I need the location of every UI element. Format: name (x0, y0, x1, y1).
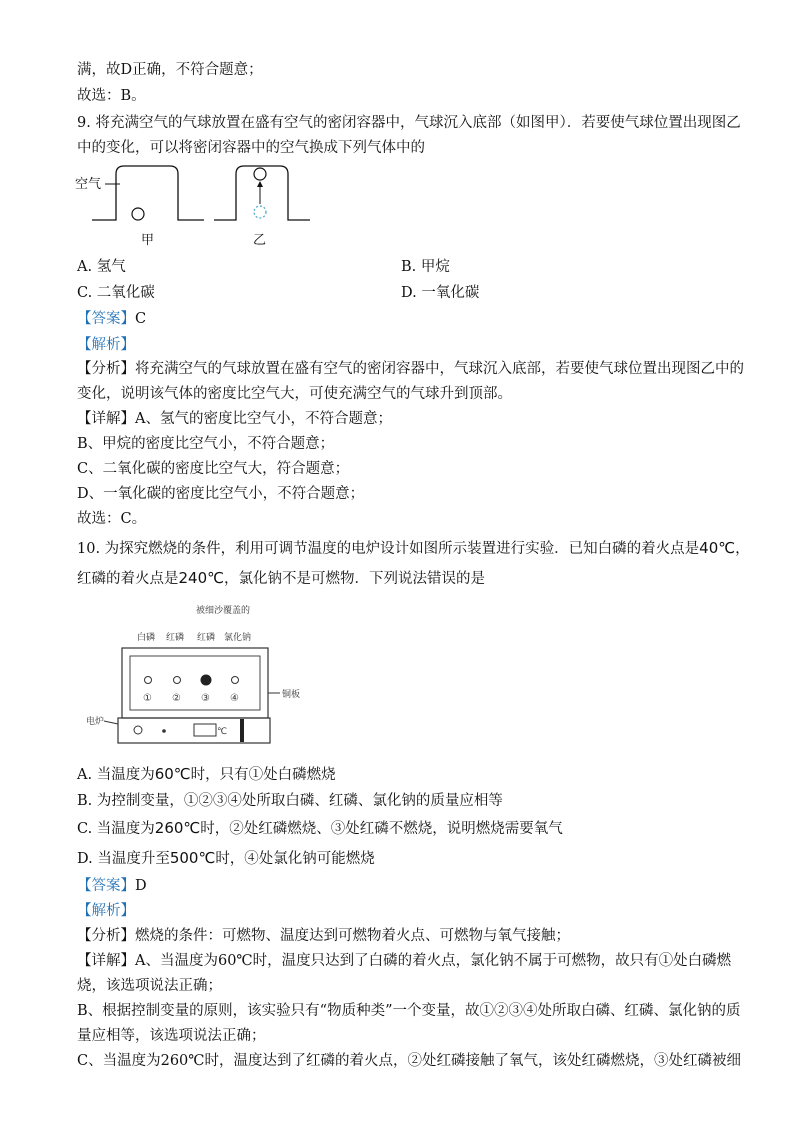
q9-choice: 故选：C。 (77, 511, 147, 527)
detail-text: A、氢气的密度比空气小，不符合题意； (135, 411, 392, 427)
temp-value: 240℃ (178, 569, 224, 587)
balloon-jia (132, 208, 144, 220)
question-9-stem: 9. 将充满空气的气球放置在盛有空气的密闭容器中，气球沉入底部（如图甲）．若要使气球位置出现图乙 (77, 115, 741, 131)
q9-detail-b: B、甲烷的密度比空气小，不符合题意； (77, 436, 335, 452)
label-yi: 乙 (253, 233, 267, 248)
answer-value: C (135, 311, 147, 327)
q10-option-d (77, 848, 375, 869)
balloon-figure (72, 160, 312, 250)
q10-option-a (77, 764, 336, 785)
furnace-figure (84, 600, 314, 750)
q9-analysis (77, 359, 744, 379)
question-10-stem-cont (77, 568, 485, 589)
option-text: D. 当温度升至 (77, 851, 170, 867)
temp-value: 40℃ (699, 539, 736, 557)
furnace-label: 电炉 (86, 717, 105, 727)
balloon-yi-top (254, 168, 266, 180)
furnace-indicator (162, 729, 166, 733)
q10-detail-b: B、根据控制变量的原则，该实验只有“物质种类”一个变量，故①②③④处所取白磷、红磷、氯化钠的质 (77, 1003, 741, 1019)
temperature-display (194, 724, 216, 736)
temp-value: 60℃ (154, 765, 191, 783)
q10-detail-a-cont: 烧，该选项说法正确； (77, 978, 222, 994)
furnace-switch (240, 719, 244, 742)
q9-option-d: D. 一氧化碳 (401, 285, 480, 301)
furnace-pointer (104, 721, 118, 724)
answer-tag: 【答案】 (77, 878, 135, 894)
q10-analysis (77, 926, 570, 946)
detail-tag: 【详解】 (77, 953, 135, 969)
q10-detail-c: C、当温度为260℃时，温度达到了红磷的着火点，②处红磷接触了氧气，该处红磷燃烧，③处红磷被细 (77, 1053, 741, 1069)
label-4: 氯化钠 (224, 633, 252, 643)
sample-4 (232, 677, 239, 684)
num-3: ③ (201, 693, 210, 704)
label-1: 白磷 (137, 633, 156, 643)
plate-label: 铜板 (282, 690, 301, 700)
q9-option-b: B. 甲烷 (401, 259, 450, 275)
q10-option-b: B. 为控制变量，①②③④处所取白磷、红磷、氯化钠的质量应相等 (77, 793, 503, 809)
detail-text: A、当温度为60℃时，温度只达到了白磷的着火点，氯化钠不属于可燃物，故只有①处白磷燃 (135, 953, 732, 969)
q10-detail-b-cont: 量应相等，该选项说法正确； (77, 1028, 266, 1044)
q9-jiexi: 【解析】 (77, 337, 135, 353)
text-line: 满，故D正确，不符合题意； (77, 62, 263, 78)
stem-text: 10. 为探究燃烧的条件，利用可调节温度的电炉设计如图所示装置进行实验．已知白磷的着火点是 (77, 541, 700, 557)
label-2: 红磷 (166, 633, 185, 643)
analysis-text: 燃烧的条件：可燃物、温度达到可燃物着火点、可燃物与氧气接触； (135, 928, 570, 944)
text-line: 故选：B。 (77, 88, 146, 104)
option-text: 时，④处氯化钠可能燃烧 (215, 851, 375, 867)
q9-analysis-cont: 变化，说明该气体的密度比空气大，可使充满空气的气球升到顶部。 (77, 386, 512, 402)
stem-text: 红磷的着火点是 (77, 571, 179, 587)
num-1: ① (143, 693, 152, 704)
q9-option-c: C. 二氧化碳 (77, 285, 155, 301)
stem-text: ， (735, 541, 750, 557)
sample-3 (201, 675, 212, 686)
sample-1 (145, 677, 152, 684)
num-4: ④ (230, 693, 239, 704)
question-9-stem-cont: 中的变化，可以将密闭容器中的空气换成下列气体中的 (77, 140, 425, 156)
answer-value: D (135, 878, 147, 894)
stem-text: ，氯化钠不是可燃物．下列说法错误的是 (223, 571, 485, 587)
label-3: 红磷 (197, 633, 216, 643)
container-jia (92, 166, 204, 220)
num-2: ② (172, 693, 181, 704)
option-text: 时，只有①处白磷燃烧 (190, 767, 336, 783)
question-10-stem (77, 538, 750, 559)
q10-jiexi: 【解析】 (77, 903, 135, 919)
q9-option-a: A. 氢气 (77, 259, 126, 275)
q9-detail-a (77, 409, 392, 429)
copper-plate-outer (122, 648, 268, 718)
arrow-head (257, 181, 263, 187)
furnace-knob (134, 726, 142, 734)
cover-label: 被细沙覆盖的 (196, 606, 251, 616)
container-yi (214, 166, 310, 220)
temp-value: 500℃ (169, 849, 216, 867)
temp-value: 260℃ (154, 819, 201, 837)
q9-detail-d: D、一氧化碳的密度比空气小，不符合题意； (77, 486, 365, 502)
unit-label: ℃ (217, 727, 228, 737)
analysis-tag: 【分析】 (77, 928, 135, 944)
analysis-tag: 【分析】 (77, 361, 135, 377)
detail-tag: 【详解】 (77, 411, 135, 427)
q9-detail-c: C、二氧化碳的密度比空气大，符合题意； (77, 461, 350, 477)
option-text: C. 当温度为 (77, 821, 155, 837)
answer-tag: 【答案】 (77, 311, 135, 327)
q9-answer (77, 309, 146, 329)
option-text: 时，②处红磷燃烧、③处红磷不燃烧，说明燃烧需要氧气 (200, 821, 563, 837)
option-text: A. 当温度为 (77, 767, 155, 783)
analysis-text: 将充满空气的气球放置在盛有空气的密闭容器中，气球沉入底部，若要使气球位置出现图乙中的 (135, 361, 744, 377)
label-jia: 甲 (141, 233, 155, 248)
sample-2 (174, 677, 181, 684)
balloon-yi-original (254, 206, 266, 218)
q10-detail-a (77, 951, 731, 971)
air-label: 空气 (75, 177, 102, 192)
q10-option-c (77, 818, 563, 839)
q10-answer (77, 876, 147, 896)
